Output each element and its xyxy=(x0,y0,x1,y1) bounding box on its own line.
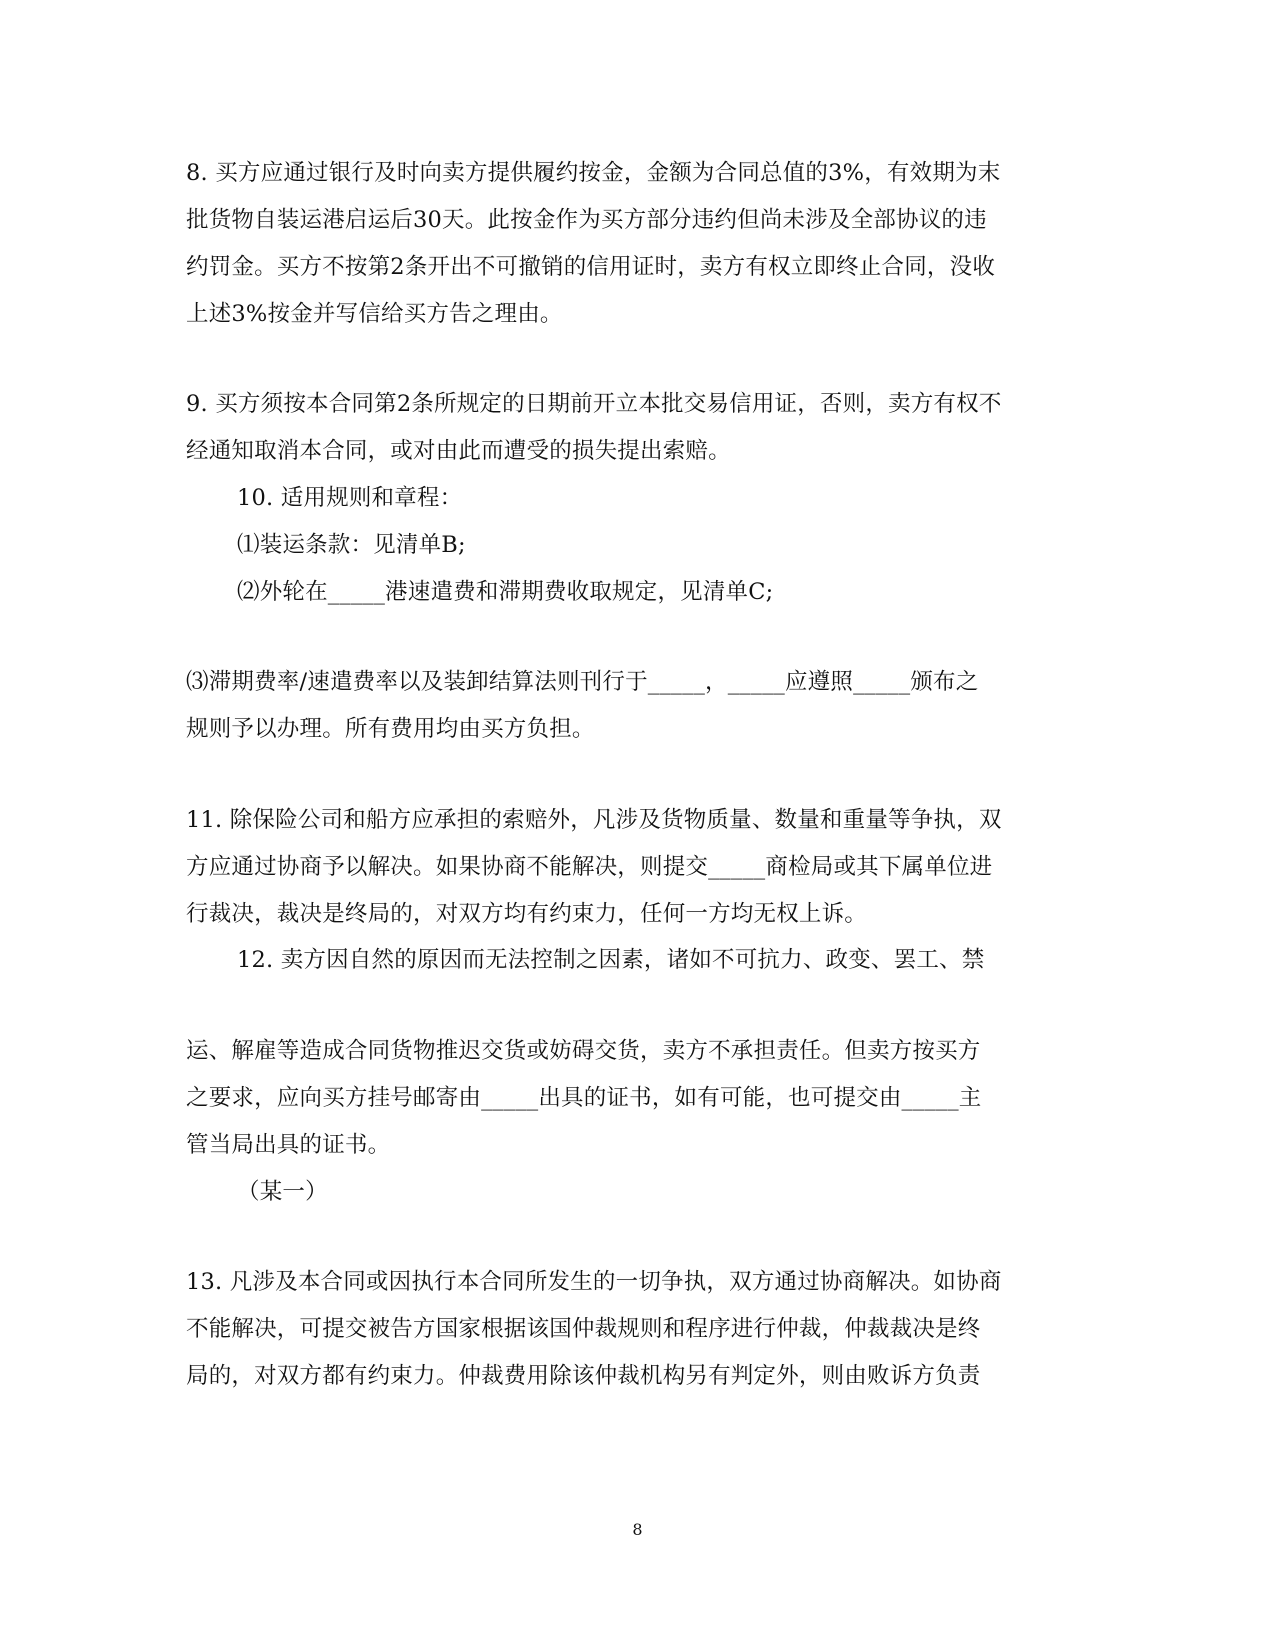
clause-13-line-1: 13. 凡涉及本合同或因执行本合同所发生的一切争执，双方通过协商解决。如协商 xyxy=(186,1269,1002,1295)
clause-12-line-4: 管当局出具的证书。 xyxy=(186,1132,391,1158)
clause-11-line-1: 11. 除保险公司和船方应承担的索赔外，凡涉及货物质量、数量和重量等争执，双 xyxy=(186,807,1002,833)
clause-8-line-3: 约罚金。买方不按第2条开出不可撤销的信用证时，卖方有权立即终止合同，没收 xyxy=(186,254,996,280)
clause-8-line-4: 上述3%按金并写信给买方告之理由。 xyxy=(186,301,563,327)
clause-12-line-2: 运、解雇等造成合同货物推迟交货或妨碍交货，卖方不承担责任。但卖方按买方 xyxy=(186,1038,981,1064)
clause-9-line-2: 经通知取消本合同，或对由此而遭受的损失提出索赔。 xyxy=(186,438,731,464)
clause-12-option-note: （某一） xyxy=(237,1179,328,1205)
clause-10-item-1: ⑴装运条款：见清单B; xyxy=(237,532,466,558)
clause-10-heading: 10. 适用规则和章程： xyxy=(237,485,463,511)
clause-10-item-2: ⑵外轮在_____港速遣费和滞期费收取规定，见清单C; xyxy=(237,579,774,605)
page-number: 8 xyxy=(632,1520,643,1539)
clause-11-line-2: 方应通过协商予以解决。如果协商不能解决，则提交_____商检局或其下属单位进 xyxy=(186,854,993,880)
clause-12-line-1: 12. 卖方因自然的原因而无法控制之因素，诸如不可抗力、政变、罢工、禁 xyxy=(237,947,985,973)
clause-9-line-1: 9. 买方须按本合同第2条所规定的日期前开立本批交易信用证，否则，卖方有权不 xyxy=(186,391,1002,417)
clause-8-line-2: 批货物自装运港启运后30天。此按金作为买方部分违约但尚未涉及全部协议的违 xyxy=(186,207,987,233)
clause-10-item-3-line-2: 规则予以办理。所有费用均由买方负担。 xyxy=(186,716,595,742)
clause-11-line-3: 行裁决，裁决是终局的，对双方均有约束力，任何一方均无权上诉。 xyxy=(186,901,868,927)
clause-12-line-3: 之要求，应向买方挂号邮寄由_____出具的证书，如有可能，也可提交由_____主 xyxy=(186,1085,982,1111)
clause-13-line-3: 局的，对双方都有约束力。仲裁费用除该仲裁机构另有判定外，则由败诉方负责 xyxy=(186,1363,981,1389)
clause-8-line-1: 8. 买方应通过银行及时向卖方提供履约按金，金额为合同总值的3%，有效期为末 xyxy=(186,160,1001,186)
clause-10-item-3-line-1: ⑶滞期费率/速遣费率以及装卸结算法则刊行于_____，_____应遵照_____颁布之 xyxy=(186,669,979,695)
clause-13-line-2: 不能解决，可提交被告方国家根据该国仲裁规则和程序进行仲裁，仲裁裁决是终 xyxy=(186,1316,981,1342)
